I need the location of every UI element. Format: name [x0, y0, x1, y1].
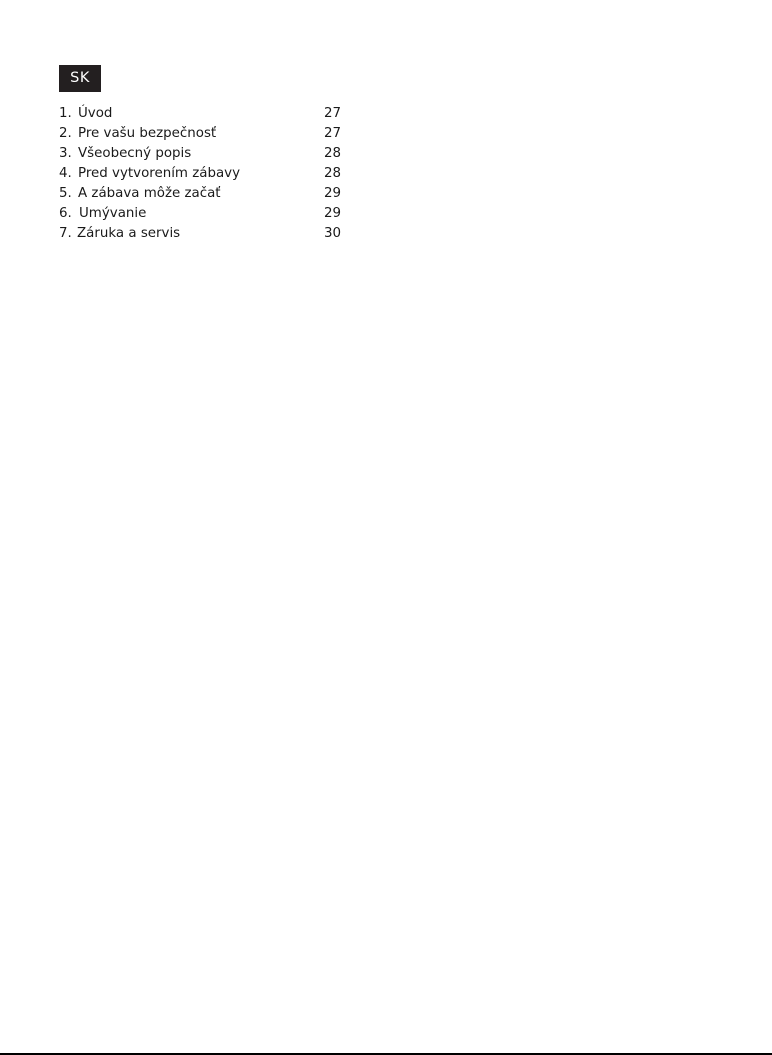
toc-entry-page: 28: [323, 146, 341, 161]
toc-entry-5: [59, 184, 341, 204]
toc-entry-page: 28: [323, 166, 341, 181]
toc-entry-title: Záruka a servis: [77, 226, 181, 241]
toc-entry-number: 1.: [59, 106, 72, 121]
toc-entry-4: [59, 164, 341, 184]
language-badge: SK: [59, 65, 101, 92]
toc-entry-number: 4.: [59, 166, 72, 181]
toc-entry-page: 29: [323, 206, 341, 221]
toc-entry-1: [59, 104, 341, 124]
toc-entry-number: 6.: [59, 206, 72, 221]
toc-entry-title: Všeobecný popis: [78, 146, 192, 161]
toc-entry-number: 3.: [59, 146, 72, 161]
table-of-contents: [59, 104, 341, 244]
toc-entry-6: [59, 204, 341, 224]
toc-entry-number: 2.: [59, 126, 72, 141]
toc-entry-title: A zábava môže začať: [78, 186, 221, 201]
toc-entry-number: 7.: [59, 226, 72, 241]
toc-entry-title: Umývanie: [79, 206, 147, 221]
toc-entry-page: 27: [323, 126, 341, 141]
toc-entry-2: [59, 124, 341, 144]
toc-entry-number: 5.: [59, 186, 72, 201]
toc-entry-page: 29: [323, 186, 341, 201]
toc-entry-title: Úvod: [78, 106, 113, 121]
toc-entry-7: [59, 224, 341, 244]
toc-entry-3: [59, 144, 341, 164]
toc-entry-title: Pred vytvorením zábavy: [78, 166, 241, 181]
toc-entry-page: 30: [323, 226, 341, 241]
toc-entry-page: 27: [323, 106, 341, 121]
toc-entry-title: Pre vašu bezpečnosť: [78, 126, 217, 141]
